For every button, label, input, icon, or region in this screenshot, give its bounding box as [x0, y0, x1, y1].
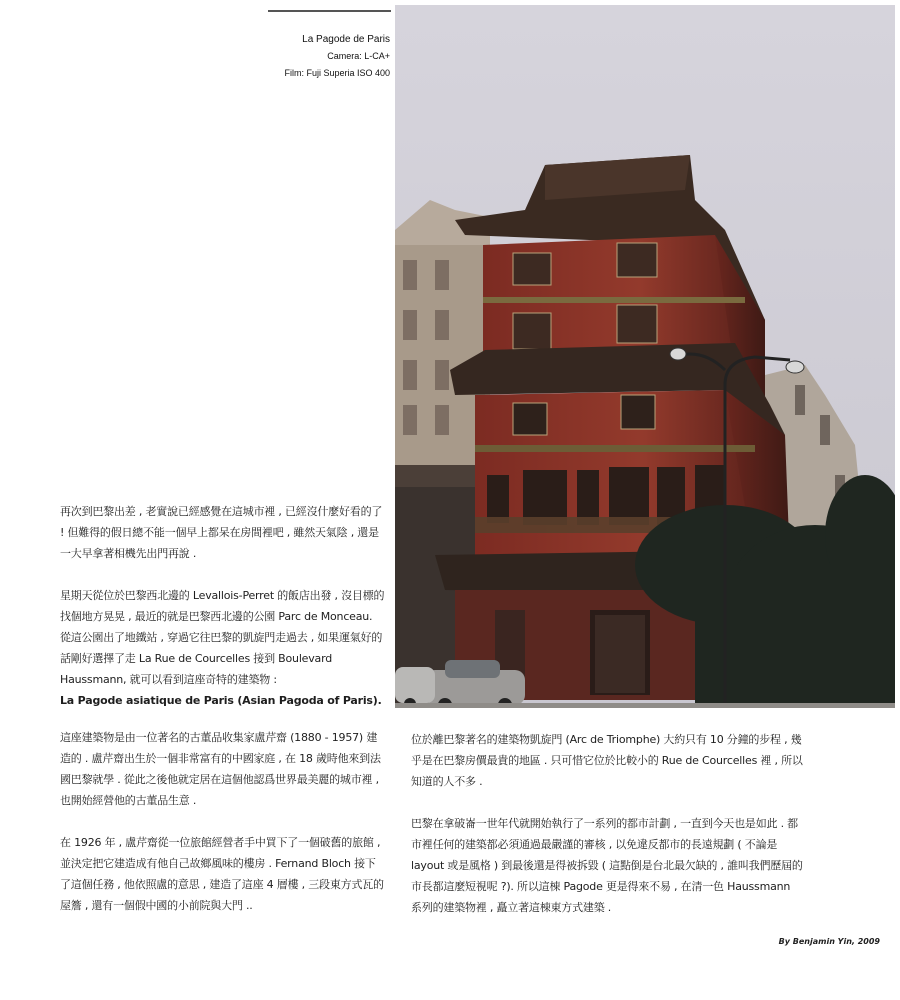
article-column-left-bottom — [60, 727, 386, 937]
caption-camera: Camera: L-CA+ — [327, 51, 390, 61]
paragraph: 巴黎在拿破崙一世年代就開始執行了一系列的都市計劃 , 一直到今天也是如此 . 都市裡任何的建築都必須通過最嚴謹的審核 , 以免違反都市的長遠規劃 ( 不論是 layout 或是風格 ) 到最後還是得被拆毀 ( 這點倒是台北最欠缺的 , 誰叫我們歷屆的市長都這麼短視呢 ?). 所以這棟 Pagode 更是得來不易 , 在清一色 Haussmann 系列的建築物裡 , 矗立著這棟東方式建築 . — [411, 817, 803, 914]
caption-film: Film: Fuji Superia ISO 400 — [284, 68, 390, 78]
article-column-right — [411, 729, 803, 939]
paragraph: 位於離巴黎著名的建築物凱旋門 (Arc de Triomphe) 大約只有 10 分鐘的步程 , 幾乎是在巴黎房價最貴的地區 . 只可惜它位於比較小的 Rue de Courcelles 裡 , 所以知道的人不多 . — [411, 733, 803, 788]
photo-caption — [284, 31, 390, 82]
paragraph: 星期天從位於巴黎西北邊的 Levallois-Perret 的飯店出發 , 沒目標的找個地方晃晃 , 最近的就是巴黎西北邊的公園 Parc de Monceau. 從這公園出了地鐵站 , 穿過它往巴黎的凱旋門走過去 , 如果運氣好的話剛好選擇了走 La Rue de Courcelles 接到 Boulevard Haussmann, 就可以看到這座奇特的建築物 : — [60, 589, 385, 686]
header-rule — [268, 10, 391, 12]
pagoda-photo — [395, 5, 895, 708]
author-byline: By Benjamin Yin, 2009 — [778, 937, 880, 946]
paragraph: 再次到巴黎出差 , 老實說已經感覺在這城市裡 , 已經沒什麼好看的了 ! 但難得的假日總不能一個早上都呆在房間裡吧 , 雖然天氣陰 , 還是一大早拿著相機先出門再說 . — [60, 505, 383, 560]
caption-title: La Pagode de Paris — [302, 34, 390, 45]
article-column-left-top — [60, 501, 386, 732]
pagoda-name-heading: La Pagode asiatique de Paris (Asian Pagoda of Paris). — [60, 694, 382, 707]
paragraph: 這座建築物是由一位著名的古董品收集家盧芹齋 (1880 - 1957) 建造的 . 盧芹齋出生於一個非常富有的中國家庭 , 在 18 歲時他來到法國巴黎就學 . 從此之後他就定居在這個他認爲世界最美麗的城市裡 , 也開始經營他的古董品生意 . — [60, 731, 381, 807]
paragraph: 在 1926 年 , 盧芹齋從一位旅館經營者手中買下了一個破舊的旅館 , 並決定把它建造成有他自己故鄉風味的樓房 . Fernand Bloch 接下了這個任務 , 他依照盧的意思 , 建造了這座 4 層樓 , 三段東方式瓦的屋簷 , 還有一個假中國的小前院與大門 .. — [60, 836, 384, 912]
